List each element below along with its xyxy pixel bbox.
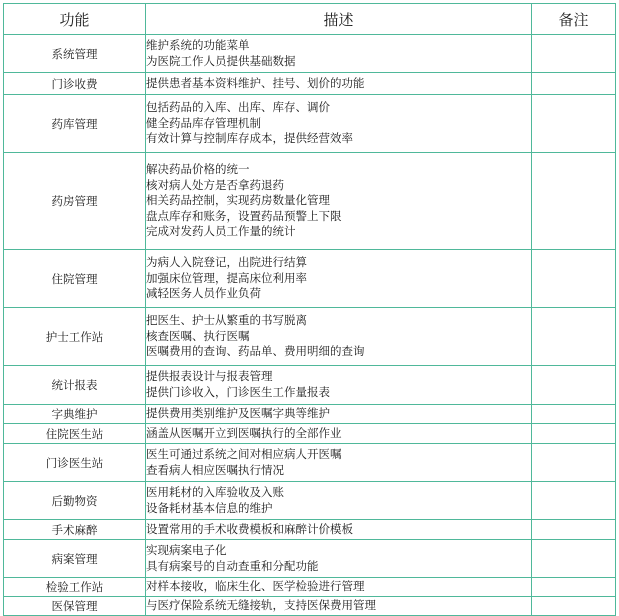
description-line: 有效计算与控制库存成本，提供经营效率: [146, 131, 353, 146]
remark-cell: [532, 540, 616, 578]
description-line: 医生可通过系统之间对相应病人开医嘱: [146, 446, 342, 461]
remark-cell: [532, 73, 616, 95]
description-line: 涵盖从医嘱开立到医嘱执行的全部作业: [146, 425, 342, 440]
description-line: 核查医嘱、执行医嘱: [146, 328, 250, 343]
description-line: 维护系统的功能菜单: [146, 37, 250, 52]
function-cell: 护士工作站: [4, 308, 146, 366]
description-line: 实现病案电子化: [146, 542, 227, 557]
remark-cell: [532, 482, 616, 520]
remark-cell: [532, 250, 616, 308]
function-cell: 住院管理: [4, 250, 146, 308]
description-line: 设备耗材基本信息的维护: [146, 500, 273, 515]
header-remark: 备注: [532, 4, 616, 35]
description-line: 包括药品的入库、出库、库存、调价: [146, 100, 330, 115]
description-line: 提供门诊收入，门诊医生工作量报表: [146, 385, 330, 399]
description-line: 医嘱费用的查询、药品单、费用明细的查询: [146, 344, 365, 359]
function-cell: 门诊医生站: [4, 444, 146, 482]
table-row: [4, 444, 616, 482]
table-row: [4, 250, 616, 308]
description-line: 加强床位管理，提高床位利用率: [146, 270, 307, 285]
remark-cell: [532, 366, 616, 405]
table-row: [4, 540, 616, 578]
description-cell: [146, 405, 532, 424]
description-line: 为病人入院登记，出院进行结算: [146, 255, 307, 270]
table-row: [4, 482, 616, 520]
description-line: 提供报表设计与报表管理: [146, 369, 273, 384]
description-line: 设置常用的手术收费模板和麻醉计价模板: [146, 521, 353, 536]
function-cell: 检验工作站: [4, 578, 146, 597]
description-line: 提供患者基本资料维护、挂号、划价的功能: [146, 75, 365, 90]
table-row: [4, 520, 616, 540]
function-cell: 医保管理: [4, 597, 146, 616]
description-line: 健全药品库存管理机制: [146, 115, 261, 130]
description-cell: [146, 424, 532, 444]
remark-cell: [532, 95, 616, 153]
function-cell: 住院医生站: [4, 424, 146, 444]
description-cell: [146, 95, 532, 153]
function-cell: 手术麻醉: [4, 520, 146, 540]
description-line: 把医生、护士从繁重的书写脱离: [146, 313, 307, 328]
table-header-row: [4, 4, 616, 35]
remark-cell: [532, 153, 616, 250]
description-line: 对样本接收，临床生化、医学检验进行管理: [146, 579, 365, 594]
description-line: 减轻医务人员作业负荷: [146, 286, 261, 301]
table-row: [4, 366, 616, 405]
description-line: 盘点库存和账务，设置药品预警上下限: [146, 208, 342, 223]
description-cell: [146, 308, 532, 366]
description-cell: [146, 520, 532, 540]
function-cell: 门诊收费: [4, 73, 146, 95]
remark-cell: [532, 405, 616, 424]
remark-cell: [532, 35, 616, 73]
function-cell: 药房管理: [4, 153, 146, 250]
description-cell: [146, 482, 532, 520]
description-line: 医用耗材的入库验收及入账: [146, 484, 284, 499]
function-cell: 病案管理: [4, 540, 146, 578]
description-cell: [146, 73, 532, 95]
table-row: [4, 73, 616, 95]
function-cell: 药库管理: [4, 95, 146, 153]
header-description: 描述: [146, 4, 532, 35]
function-cell: 后勤物资: [4, 482, 146, 520]
function-cell: 系统管理: [4, 35, 146, 73]
remark-cell: [532, 520, 616, 540]
table-row: [4, 95, 616, 153]
description-line: 为医院工作人员提供基础数据: [146, 53, 296, 68]
remark-cell: [532, 444, 616, 482]
description-line: 相关药品控制，实现药房数量化管理: [146, 193, 330, 208]
header-function: 功能: [4, 4, 146, 35]
description-cell: [146, 444, 532, 482]
description-cell: [146, 153, 532, 250]
description-line: 提供费用类别维护及医嘱字典等维护: [146, 406, 330, 421]
function-cell: 统计报表: [4, 366, 146, 405]
function-table: [3, 3, 616, 616]
description-line: 与医疗保险系统无缝接轨，支持医保费用管理: [146, 598, 376, 613]
description-line: 具有病案号的自动查重和分配功能: [146, 558, 319, 573]
description-cell: [146, 35, 532, 73]
table-row: [4, 35, 616, 73]
description-line: 完成对发药人员工作量的统计: [146, 224, 296, 239]
description-cell: [146, 250, 532, 308]
table-row: [4, 153, 616, 250]
remark-cell: [532, 424, 616, 444]
description-line: 核对病人处方是否拿药退药: [146, 177, 284, 192]
description-cell: [146, 540, 532, 578]
description-line: 查看病人相应医嘱执行情况: [146, 462, 284, 477]
description-line: 解决药品价格的统一: [146, 162, 250, 177]
table-row: [4, 424, 616, 444]
description-cell: [146, 366, 532, 405]
function-cell: 字典维护: [4, 405, 146, 424]
remark-cell: [532, 578, 616, 597]
description-cell: [146, 578, 532, 597]
table-row: [4, 578, 616, 597]
table-row: [4, 405, 616, 424]
table-row: [4, 308, 616, 366]
remark-cell: [532, 308, 616, 366]
